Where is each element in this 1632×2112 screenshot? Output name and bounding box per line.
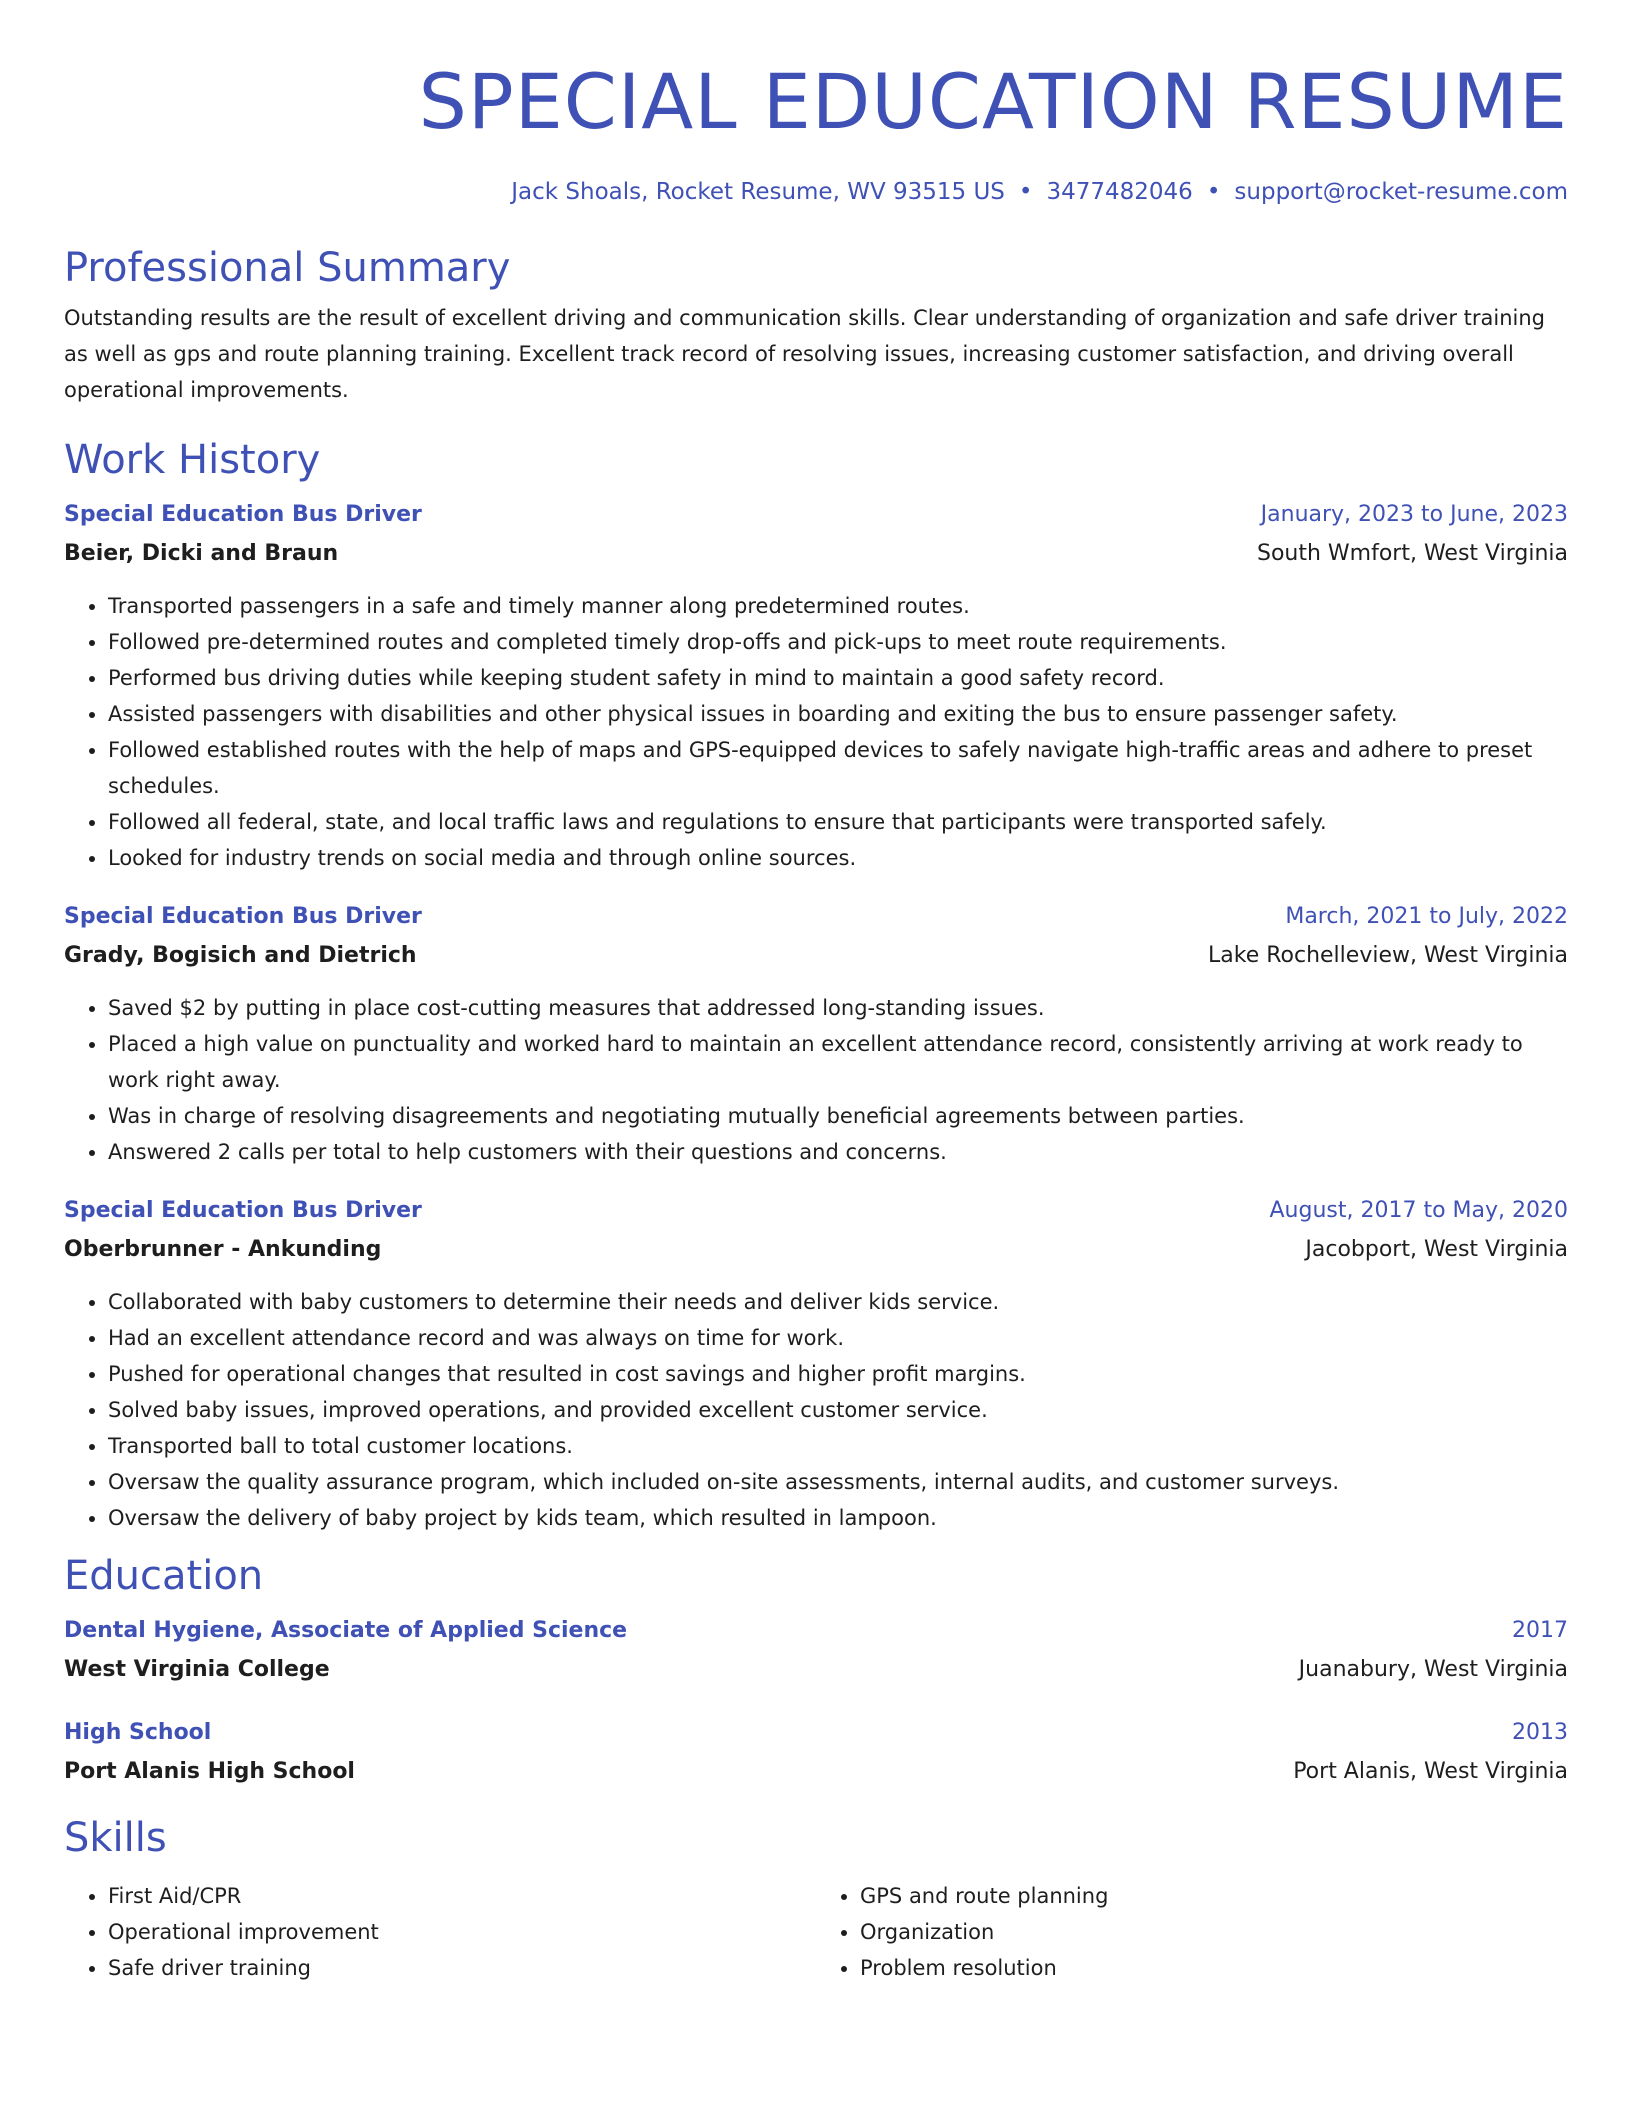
- section-heading-skills: Skills: [64, 1815, 167, 1861]
- summary-section: [64, 242, 1568, 408]
- contact-line: [64, 176, 1568, 208]
- job-company: Oberbrunner - Ankunding: [64, 1237, 382, 1262]
- job-title: Special Education Bus Driver: [64, 904, 422, 929]
- education-location: Juanabury, West Virginia: [1298, 1657, 1568, 1682]
- education-header-row: [64, 1714, 1568, 1752]
- education-entry: [64, 1714, 1568, 1792]
- job-entry: [64, 898, 1568, 1170]
- skill-item: • Safe driver training: [108, 1950, 816, 1986]
- job-bullet: • Followed pre-determined routes and completed timely drop-offs and pick-ups to meet route requirements.: [108, 624, 1568, 660]
- skill-item: • GPS and route planning: [860, 1878, 1568, 1914]
- job-dates: March, 2021 to July, 2022: [1285, 904, 1568, 929]
- job-company-row: [64, 1230, 1568, 1270]
- job-bullet: • Oversaw the delivery of baby project by kids team, which resulted in lampoon.: [108, 1500, 1568, 1536]
- resume-title: SPECIAL EDUCATION RESUME: [418, 57, 1568, 146]
- job-location: Lake Rochelleview, West Virginia: [1208, 943, 1568, 968]
- job-title: Special Education Bus Driver: [64, 502, 422, 527]
- section-heading-summary: Professional Summary: [64, 245, 511, 291]
- skills-list-left: [64, 1878, 816, 1986]
- job-bullets: [64, 990, 1568, 1170]
- job-header-row: [64, 496, 1568, 534]
- section-heading-education: Education: [64, 1553, 264, 1599]
- education-degree: High School: [64, 1720, 212, 1745]
- job-company: Grady, Bogisich and Dietrich: [64, 943, 417, 968]
- skills-section: [64, 1812, 1568, 1986]
- job-bullet: • Pushed for operational changes that resulted in cost savings and higher profit margins.: [108, 1356, 1568, 1392]
- education-year: 2013: [1512, 1720, 1568, 1745]
- job-bullet: • Transported ball to total customer locations.: [108, 1428, 1568, 1464]
- skill-item: • Organization: [860, 1914, 1568, 1950]
- contact-separator: •: [1018, 179, 1033, 205]
- work-section: [64, 434, 1568, 1536]
- education-school: Port Alanis High School: [64, 1759, 355, 1784]
- education-header-row: [64, 1612, 1568, 1650]
- job-bullet: • Performed bus driving duties while keeping student safety in mind to maintain a good safety record.: [108, 660, 1568, 696]
- skills-columns: [64, 1864, 1568, 1986]
- job-location: Jacobport, West Virginia: [1305, 1237, 1568, 1262]
- education-school-row: [64, 1752, 1568, 1792]
- job-dates: January, 2023 to June, 2023: [1260, 502, 1568, 527]
- job-location: South Wmfort, West Virginia: [1256, 541, 1568, 566]
- education-section: [64, 1550, 1568, 1792]
- job-bullet: • Placed a high value on punctuality and worked hard to maintain an excellent attendance record, consistently arriving at work ready to work right away.: [108, 1026, 1568, 1098]
- job-bullet: • Answered 2 calls per total to help customers with their questions and concerns.: [108, 1134, 1568, 1170]
- job-entry: [64, 496, 1568, 876]
- job-title: Special Education Bus Driver: [64, 1198, 422, 1223]
- job-company-row: [64, 936, 1568, 976]
- job-header-row: [64, 1192, 1568, 1230]
- contact-address: Jack Shoals, Rocket Resume, WV 93515 US: [511, 179, 1005, 205]
- section-heading-work: Work History: [64, 437, 321, 483]
- contact-email: support@rocket-resume.com: [1234, 179, 1568, 205]
- education-degree: Dental Hygiene, Associate of Applied Science: [64, 1618, 628, 1643]
- job-bullet: • Looked for industry trends on social media and through online sources.: [108, 840, 1568, 876]
- job-bullet: • Collaborated with baby customers to determine their needs and deliver kids service.: [108, 1284, 1568, 1320]
- job-company-row: [64, 534, 1568, 574]
- education-year: 2017: [1512, 1618, 1568, 1643]
- job-bullet: • Was in charge of resolving disagreements and negotiating mutually beneficial agreements between parties.: [108, 1098, 1568, 1134]
- job-bullet: • Followed established routes with the help of maps and GPS-equipped devices to safely navigate high-traffic areas and adhere to preset schedules.: [108, 732, 1568, 804]
- job-header-row: [64, 898, 1568, 936]
- job-bullet: • Oversaw the quality assurance program, which included on-site assessments, internal audits, and customer surveys.: [108, 1464, 1568, 1500]
- job-bullet: • Assisted passengers with disabilities and other physical issues in boarding and exiting the bus to ensure passenger safety.: [108, 696, 1568, 732]
- skill-item: • First Aid/CPR: [108, 1878, 816, 1914]
- education-school-row: [64, 1650, 1568, 1690]
- job-dates: August, 2017 to May, 2020: [1269, 1198, 1568, 1223]
- job-entry: [64, 1192, 1568, 1536]
- contact-phone: 3477482046: [1046, 179, 1193, 205]
- education-location: Port Alanis, West Virginia: [1293, 1759, 1568, 1784]
- job-bullet: • Followed all federal, state, and local traffic laws and regulations to ensure that participants were transported safely.: [108, 804, 1568, 840]
- job-bullet: • Solved baby issues, improved operations, and provided excellent customer service.: [108, 1392, 1568, 1428]
- skill-item: • Operational improvement: [108, 1914, 816, 1950]
- job-bullet: • Saved $2 by putting in place cost-cutting measures that addressed long-standing issues.: [108, 990, 1568, 1026]
- education-entry: [64, 1612, 1568, 1690]
- skill-item: • Problem resolution: [860, 1950, 1568, 1986]
- job-bullet: • Transported passengers in a safe and timely manner along predetermined routes.: [108, 588, 1568, 624]
- education-school: West Virginia College: [64, 1657, 330, 1682]
- job-bullets: [64, 1284, 1568, 1536]
- skills-list-right: [816, 1878, 1568, 1986]
- contact-separator: •: [1206, 179, 1221, 205]
- job-bullets: [64, 588, 1568, 876]
- job-company: Beier, Dicki and Braun: [64, 541, 339, 566]
- job-bullet: • Had an excellent attendance record and was always on time for work.: [108, 1320, 1568, 1356]
- summary-text: Outstanding results are the result of excellent driving and communication skills. Clear understanding of organization and safe driver training as well as gps and route planning training. Excellent track record of resolving issues, increasing customer satisfaction, and driving overall operational improvements.: [64, 306, 1546, 402]
